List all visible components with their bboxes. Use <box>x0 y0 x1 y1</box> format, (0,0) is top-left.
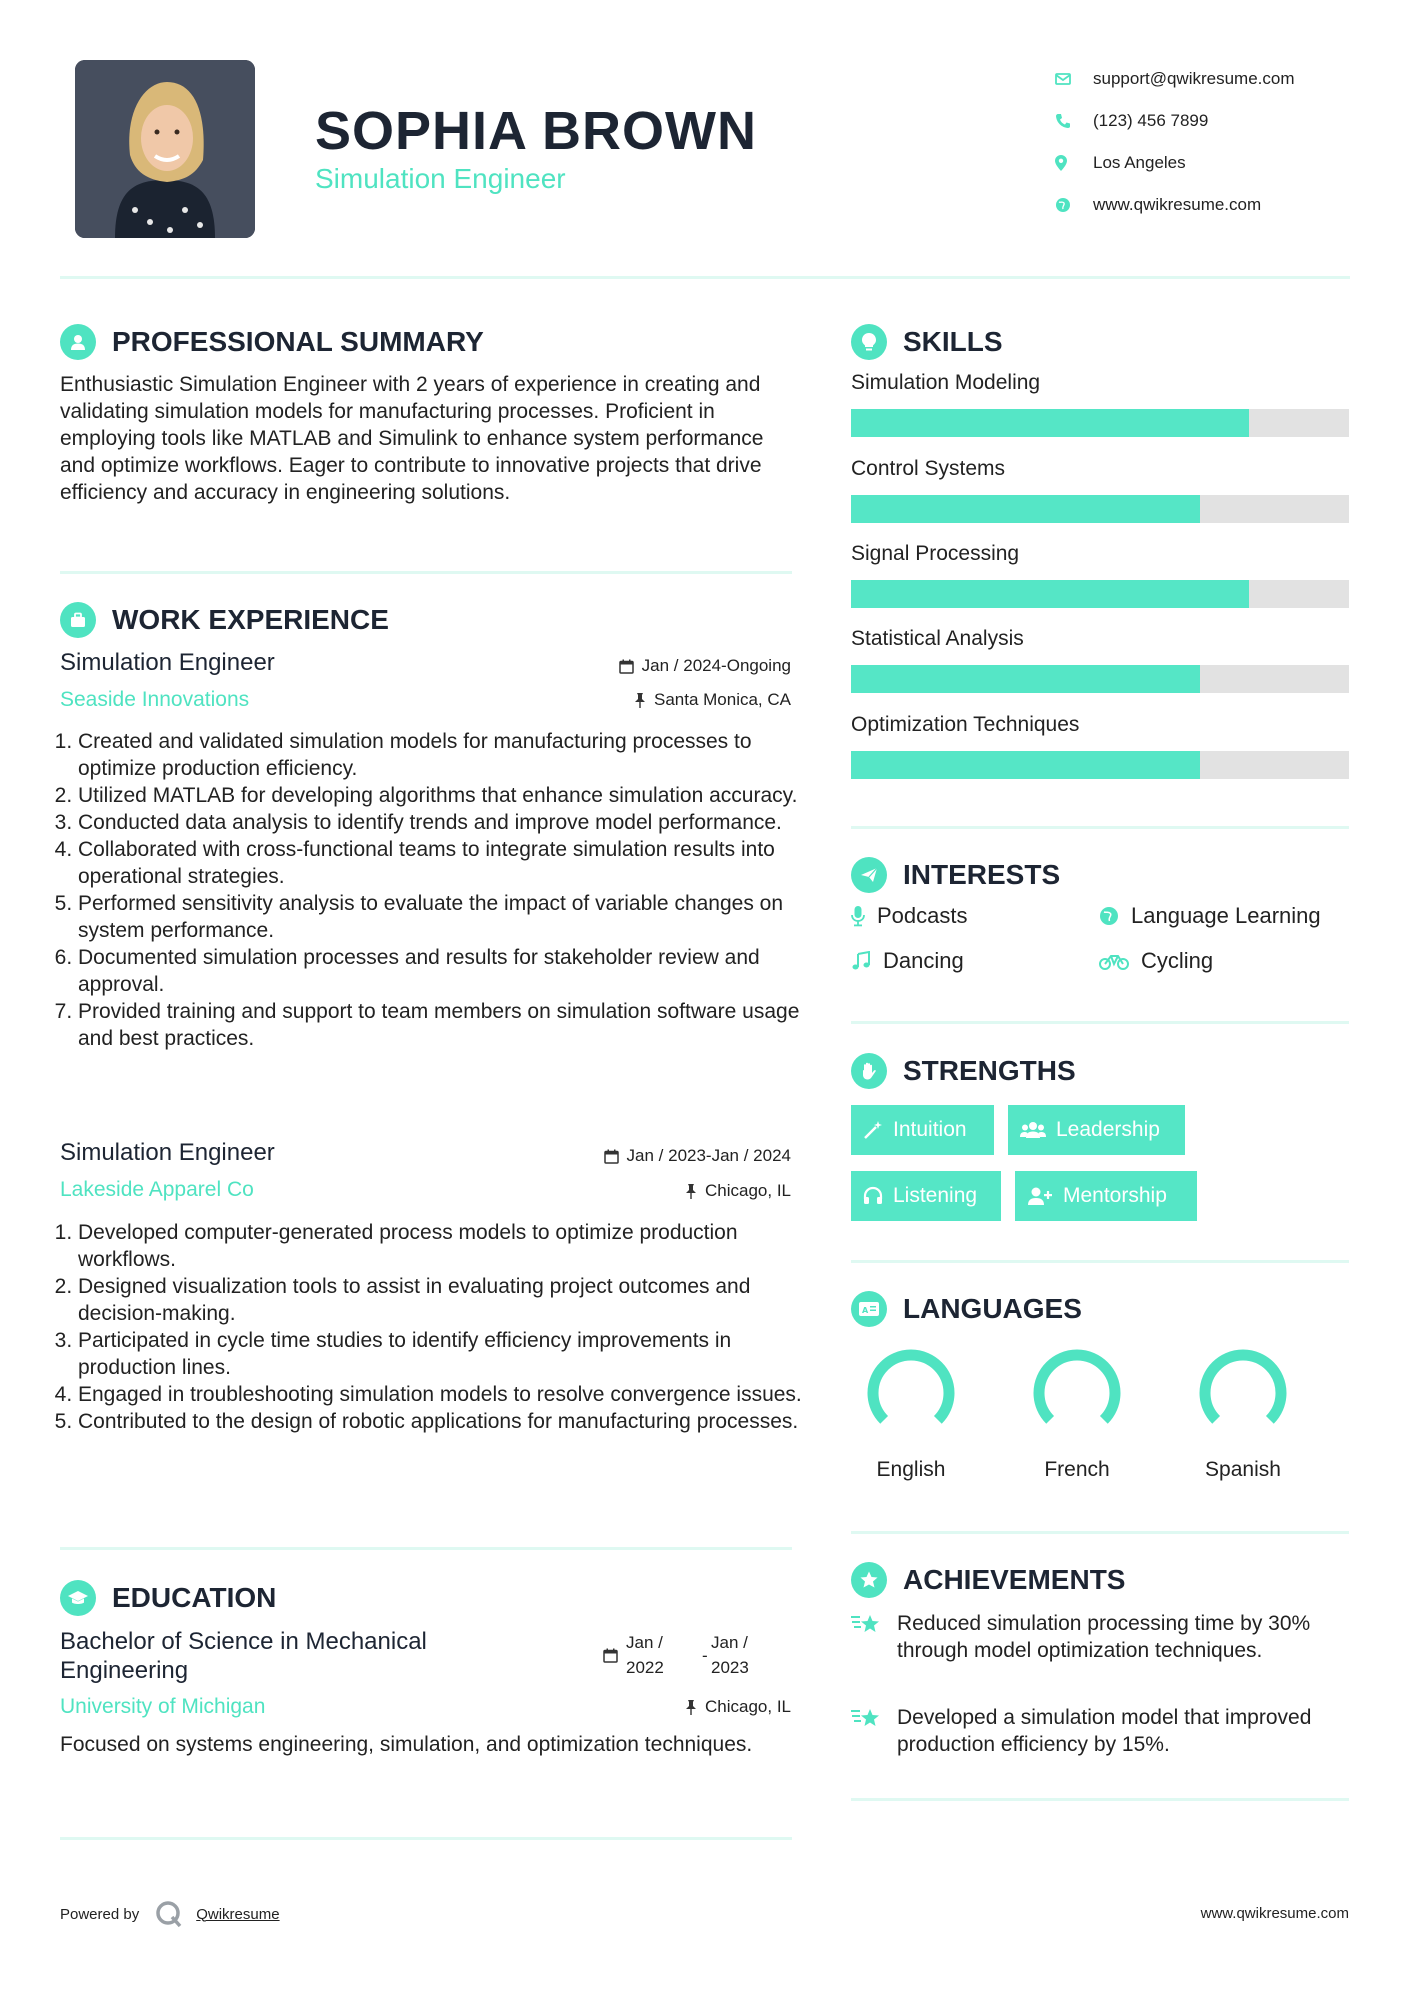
list-item: 4. Collaborated with cross-functional teams to integrate simulation results into operational strategies. <box>78 836 818 890</box>
strength-label: Listening <box>893 1184 978 1207</box>
job-1-bullets <box>60 728 818 1052</box>
job-1-date-text: Jan / 2024-Ongoing <box>641 656 791 675</box>
education-location <box>500 1697 791 1717</box>
skill-bar-fill <box>851 751 1200 779</box>
job-2-date <box>500 1146 791 1166</box>
phone-icon <box>1055 113 1093 129</box>
users-icon <box>1020 1120 1046 1140</box>
skill-bar-fill <box>851 665 1200 693</box>
shooting-star-icon <box>851 1704 897 1758</box>
language-item <box>1183 1343 1303 1482</box>
achievement-item <box>851 1704 1331 1758</box>
job-2-location <box>500 1181 791 1201</box>
language-label: Spanish <box>1205 1458 1281 1481</box>
contact-location-text: Los Angeles <box>1093 153 1186 172</box>
list-item: 2. Utilized MATLAB for developing algorithms that enhance simulation accuracy. <box>78 782 818 809</box>
mail-icon <box>1055 72 1093 86</box>
education-location-text: Chicago, IL <box>705 1697 791 1716</box>
headphones-icon <box>863 1186 883 1206</box>
job-1-date <box>500 656 791 676</box>
calendar-icon <box>619 659 634 674</box>
interests-heading-text: INTERESTS <box>903 859 1061 890</box>
strength-chip <box>1015 1171 1197 1221</box>
music-note-icon <box>851 951 871 971</box>
interests-divider <box>851 1021 1349 1024</box>
profile-photo <box>75 60 255 238</box>
candidate-name: SOPHIA BROWN <box>315 101 757 161</box>
language-item <box>851 1343 971 1482</box>
summary-text: Enthusiastic Simulation Engineer with 2 years of experience in creating and validating simulation models for manufacturing processes. Proficient in employing tools like MATLAB and Simulink to enhance system performance and optimize workflows. Eager to contribute to innovative projects that drive efficiency and accuracy in engineering solutions. <box>60 373 764 504</box>
achievement-text: Developed a simulation model that improved production efficiency by 15%. <box>897 1706 1312 1756</box>
contact-list <box>1055 58 1295 226</box>
magic-wand-icon <box>863 1120 883 1140</box>
education-divider <box>60 1837 792 1840</box>
degree-title-line-2: Engineering <box>60 1657 189 1684</box>
qwikresume-link[interactable]: Qwikresume <box>196 1905 280 1923</box>
achievement-item <box>851 1610 1331 1664</box>
experience-divider <box>60 1547 792 1550</box>
contact-website[interactable] <box>1055 184 1295 226</box>
skill-bar <box>851 751 1349 779</box>
language-level-ring <box>1027 1343 1127 1443</box>
calendar-icon <box>603 1648 618 1663</box>
job-2-title: Simulation Engineer <box>60 1139 275 1166</box>
globe-icon <box>1099 906 1119 926</box>
job-2-company: Lakeside Apparel Co <box>60 1178 254 1201</box>
degree-title <box>60 1627 580 1685</box>
languages-divider <box>851 1531 1349 1534</box>
skills-heading-text: SKILLS <box>903 326 1003 357</box>
skills-divider <box>851 826 1349 829</box>
interest-item <box>1099 903 1321 929</box>
shooting-star-icon <box>851 1610 897 1664</box>
education-date-end <box>711 1630 749 1680</box>
interest-label: Dancing <box>883 948 964 973</box>
qwikresume-logo-icon <box>154 1899 184 1929</box>
strength-label: Leadership <box>1056 1118 1160 1141</box>
lightbulb-icon <box>851 324 887 360</box>
list-item: 1. Developed computer-generated process models to optimize production workflows. <box>78 1219 818 1273</box>
strength-label: Mentorship <box>1063 1184 1167 1207</box>
briefcase-icon <box>60 602 96 638</box>
pushpin-icon <box>685 1700 697 1715</box>
education-heading <box>60 1580 276 1616</box>
job-1-location <box>500 690 791 710</box>
degree-title-line-1: Bachelor of Science in Mechanical <box>60 1628 427 1655</box>
language-level-ring <box>861 1343 961 1443</box>
language-label: French <box>1044 1458 1110 1481</box>
list-item: 5. Performed sensitivity analysis to evaluate the impact of variable changes on system performance. <box>78 890 818 944</box>
contact-website-text: www.qwikresume.com <box>1093 195 1262 214</box>
education-date-start <box>626 1630 702 1680</box>
interests-heading <box>851 857 1060 893</box>
job-1-company: Seaside Innovations <box>60 688 250 711</box>
contact-email[interactable] <box>1055 58 1295 100</box>
microphone-icon <box>851 905 865 927</box>
summary-divider <box>60 571 792 574</box>
list-item: 5. Contributed to the design of robotic applications for manufacturing processes. <box>78 1408 818 1435</box>
list-item: 6. Documented simulation processes and results for stakeholder review and approval. <box>78 944 818 998</box>
education-date-end-month: Jan / <box>711 1633 748 1652</box>
graduation-cap-icon <box>60 1580 96 1616</box>
list-item: 3. Conducted data analysis to identify trends and improve model performance. <box>78 809 818 836</box>
skills-heading <box>851 324 1003 360</box>
bicycle-icon <box>1099 951 1129 971</box>
strengths-heading <box>851 1053 1076 1089</box>
list-item: 2. Designed visualization tools to assist in evaluating project outcomes and decision-making. <box>78 1273 818 1327</box>
languages-heading-text: LANGUAGES <box>903 1293 1082 1324</box>
language-label: English <box>876 1458 946 1481</box>
achievements-heading <box>851 1562 1125 1598</box>
strengths-heading-text: STRENGTHS <box>903 1055 1076 1086</box>
interest-label: Podcasts <box>877 903 968 928</box>
skill-label: Statistical Analysis <box>851 627 1024 650</box>
list-item: 1. Created and validated simulation models for manufacturing processes to optimize production efficiency. <box>78 728 818 782</box>
language-item <box>1017 1343 1137 1482</box>
experience-heading-text: WORK EXPERIENCE <box>112 604 389 635</box>
skill-bar <box>851 409 1349 437</box>
svg-text:A: A <box>862 1306 869 1315</box>
paper-plane-icon <box>851 857 887 893</box>
strength-label: Intuition <box>893 1118 967 1141</box>
skill-bar-fill <box>851 495 1200 523</box>
contact-phone-text: (123) 456 7899 <box>1093 111 1209 130</box>
skill-bar-fill <box>851 580 1249 608</box>
education-date-start-year: 2022 <box>626 1658 664 1677</box>
skill-label: Control Systems <box>851 457 1006 480</box>
job-2-location-text: Chicago, IL <box>705 1181 791 1200</box>
summary-heading <box>60 324 484 360</box>
job-2-bullets <box>60 1219 818 1435</box>
skill-label: Optimization Techniques <box>851 713 1080 736</box>
interest-item <box>1099 948 1213 974</box>
education-date-start-month: Jan / <box>626 1633 663 1652</box>
hand-icon <box>851 1053 887 1089</box>
contact-phone[interactable] <box>1055 100 1295 142</box>
languages-heading <box>851 1291 1082 1327</box>
education-date <box>603 1630 749 1680</box>
skill-bar <box>851 665 1349 693</box>
language-level-ring <box>1193 1343 1293 1443</box>
location-pin-icon <box>1055 155 1093 171</box>
calendar-icon <box>604 1149 619 1164</box>
job-1-title: Simulation Engineer <box>60 649 275 676</box>
skill-label: Signal Processing <box>851 542 1020 565</box>
education-heading-text: EDUCATION <box>112 1582 277 1613</box>
skill-bar <box>851 495 1349 523</box>
candidate-role: Simulation Engineer <box>315 163 566 194</box>
user-icon <box>60 324 96 360</box>
job-2-date-text: Jan / 2023-Jan / 2024 <box>626 1146 791 1165</box>
pushpin-icon <box>685 1184 697 1199</box>
skill-bar-fill <box>851 409 1249 437</box>
interest-item <box>851 903 968 929</box>
strength-chip <box>851 1105 994 1155</box>
education-date-end-year: 2023 <box>711 1658 749 1677</box>
skill-label: Simulation Modeling <box>851 371 1041 394</box>
footer-website[interactable]: www.qwikresume.com <box>1200 1905 1349 1922</box>
education-description: Focused on systems engineering, simulation, and optimization techniques. <box>60 1733 753 1756</box>
interest-label: Language Learning <box>1131 903 1321 928</box>
globe-icon <box>1055 197 1093 213</box>
interest-item <box>851 948 964 974</box>
star-badge-icon <box>851 1562 887 1598</box>
school-name: University of Michigan <box>60 1695 266 1718</box>
job-1-location-text: Santa Monica, CA <box>653 690 791 709</box>
list-item: 4. Engaged in troubleshooting simulation models to resolve convergence issues. <box>78 1381 818 1408</box>
footer-powered-by <box>60 1899 280 1929</box>
strengths-divider <box>851 1260 1349 1263</box>
contact-location <box>1055 142 1295 184</box>
summary-heading-text: PROFESSIONAL SUMMARY <box>112 326 484 357</box>
header-divider <box>60 276 1350 279</box>
strength-chip <box>851 1171 1001 1221</box>
achievements-divider <box>851 1798 1349 1801</box>
skill-bar <box>851 580 1349 608</box>
experience-heading <box>60 602 389 638</box>
powered-by-text: Powered by <box>60 1905 140 1923</box>
list-item: 3. Participated in cycle time studies to identify efficiency improvements in production lines. <box>78 1327 818 1381</box>
achievements-heading-text: ACHIEVEMENTS <box>903 1564 1126 1595</box>
achievement-text: Reduced simulation processing time by 30% through model optimization techniques. <box>897 1612 1311 1662</box>
contact-email-text: support@qwikresume.com <box>1093 69 1295 88</box>
pushpin-icon <box>634 693 646 708</box>
strength-chip <box>1008 1105 1185 1155</box>
list-item: 7. Provided training and support to team members on simulation software usage and best practices. <box>78 998 818 1052</box>
user-plus-icon <box>1027 1186 1053 1206</box>
education-date-sep: - <box>702 1645 708 1665</box>
interest-label: Cycling <box>1141 948 1214 973</box>
language-card-icon <box>851 1291 887 1327</box>
